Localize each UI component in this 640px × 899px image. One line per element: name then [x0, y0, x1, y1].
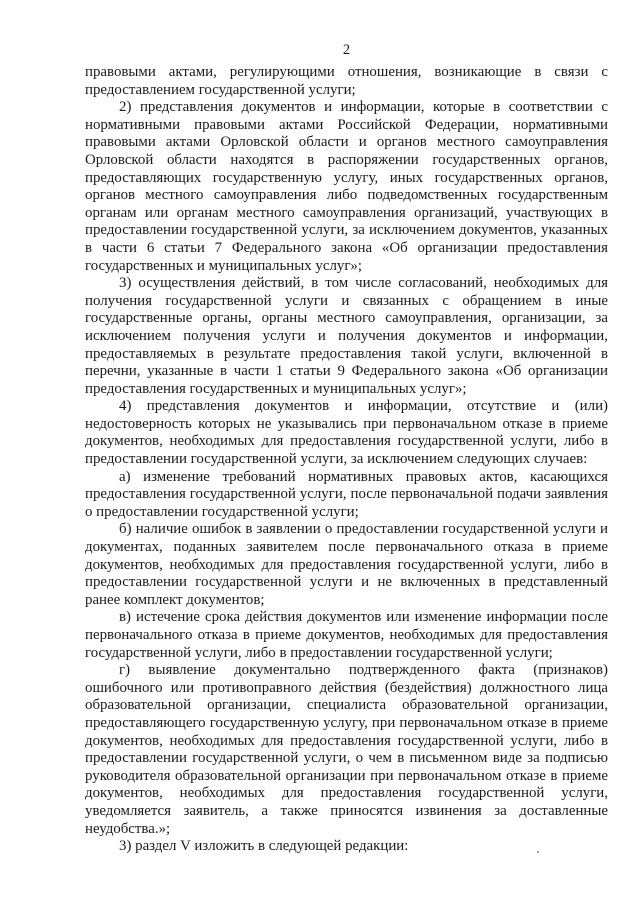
paragraph-subitem-b: б) наличие ошибок в заявлении о предоставлении государственной услуги и документах, поданных заявителем после первоначального отказа в приеме документов, необходимых для предоставления государственной услуги, либо в предоставлении государственной услуги и не включенных в представленный ранее комплект документов;	[85, 521, 608, 608]
paragraph-subitem-v: в) истечение срока действия документов или изменение информации после первоначального отказа в приеме документов, необходимых для предоставления государственной услуги, либо в предоставлении государственной услуги;	[85, 609, 608, 661]
page-number: 2	[342, 42, 351, 58]
paragraph-continuation: правовыми актами, регулирующими отношения, возникающие в связи с предоставлением государственной услуги;	[85, 64, 608, 98]
paragraph-item-4: 4) представления документов и информации, отсутствие и (или) недостоверность которых не указывались при первоначальном отказе в приеме документов, необходимых для предоставления государственной услуги, либо в предоставлении государственной услуги, за исключением следующих случаев:	[85, 398, 608, 468]
document-body	[85, 64, 608, 856]
paragraph-section-5-intro: 3) раздел V изложить в следующей редакции:	[119, 838, 409, 855]
paragraph-item-2: 2) представления документов и информации, которые в соответствии с нормативными правовыми актами Российской Федерации, нормативными правовыми актами Орловской области и органов местного самоуправления Орловской области находятся в распоряжении государственных органов, предоставляющих государственную услугу, иных государственных органов, органов местного самоуправления либо подведомственных государственным органам или органам местного самоуправления организаций, участвующих в предоставлении государственной услуги, за исключением документов, указанных в части 6 статьи 7 Федерального закона «Об организации предоставления государственных и муниципальных услуг»;	[85, 99, 608, 274]
scan-speck	[537, 851, 539, 853]
paragraph-item-3: 3) осуществления действий, в том числе согласований, необходимых для получения государственной услуги и связанных с обращением в иные государственные органы, органы местного самоуправления, организации, за исключением получения услуги и получения документов и информации, предоставляемых в результате предоставления такой услуги, включенной в перечни, указанные в части 1 статьи 9 Федерального закона «Об организации предоставления государственных и муниципальных услуг»;	[85, 275, 608, 397]
paragraph-subitem-a: а) изменение требований нормативных правовых актов, касающихся предоставления государственной услуги, после первоначальной подачи заявления о предоставлении государственной услуги;	[85, 468, 608, 520]
paragraph-subitem-g: г) выявление документально подтвержденного факта (признаков) ошибочного или противоправного действия (бездействия) должностного лица образовательной организации, специалиста образовательной организации, предоставляющего государственную услугу, при первоначальном отказе в приеме документов, необходимых для предоставления государственной услуги, либо в предоставлении государственной услуги, о чем в письменном виде за подписью руководителя образовательной организации при первоначальном отказе в приеме документов, необходимых для предоставления государственной услуги, уведомляется заявитель, а также приносятся извинения за доставленные неудобства.»;	[85, 662, 608, 837]
